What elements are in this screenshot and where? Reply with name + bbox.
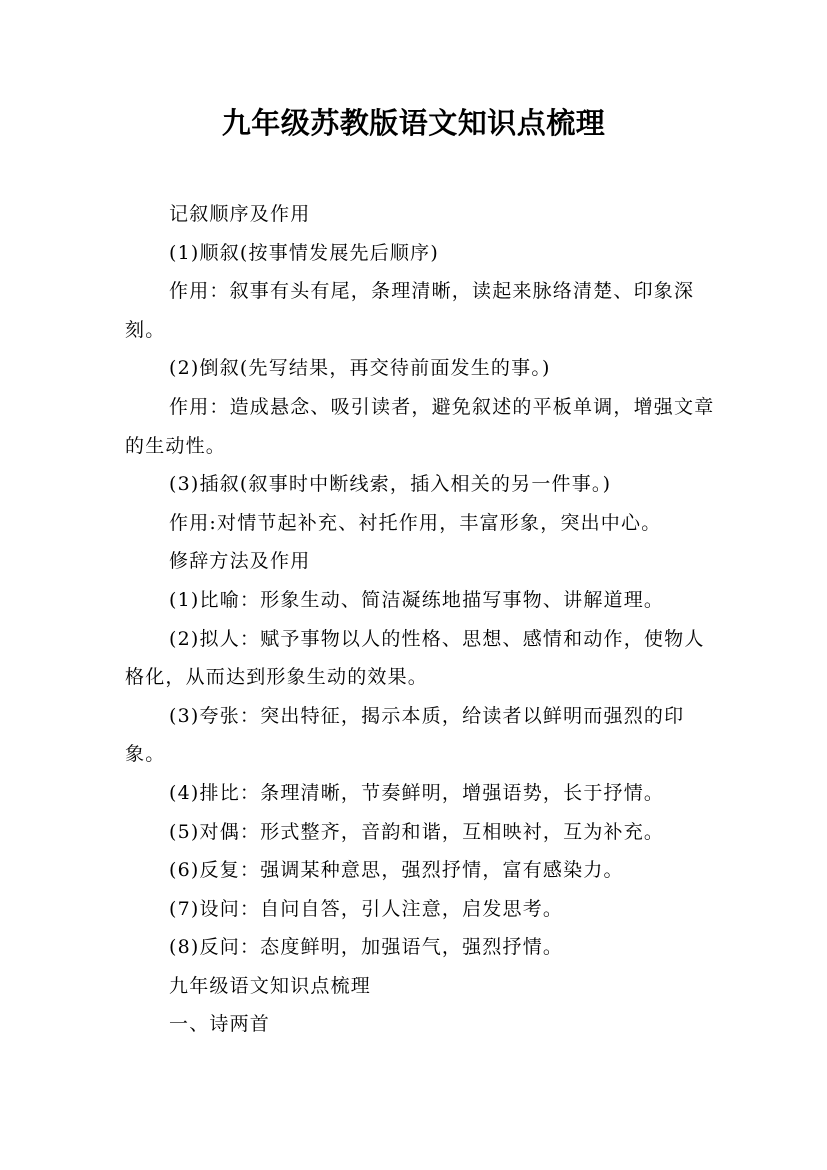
section-heading-rhetoric: 修辞方法及作用 [169, 550, 311, 573]
paragraph-interpolation-effect: 作用:对情节起补充、衬托作用，丰富形象，突出中心。 [169, 511, 662, 534]
section-heading-two-poems: 一、诗两首 [169, 1013, 271, 1036]
document-title: 九年级苏教版语文知识点梳理 [221, 106, 606, 140]
paragraph-parallelism: (4)排比：条理清晰，节奏鲜明，增强语势，长于抒情。 [169, 781, 665, 804]
paragraph-flashback: (2)倒叙(先写结果，再交待前面发生的事。) [169, 357, 551, 380]
paragraph-antithesis: (5)对偶：形式整齐，音韵和谐，互相映衬，互为补充。 [169, 820, 665, 843]
paragraph-interpolation: (3)插叙(叙事时中断线索，插入相关的另一件事。) [169, 473, 612, 496]
paragraph-personification: (2)拟人：赋予事物以人的性格、思想、感情和动作，使物人格化，从而达到形象生动的效果。 [125, 627, 705, 689]
paragraph-metaphor: (1)比喻：形象生动、简洁凝练地描写事物、讲解道理。 [169, 588, 665, 611]
paragraph-chronological-effect: 作用：叙事有头有尾，条理清晰，读起来脉络清楚、印象深刻。 [125, 280, 695, 341]
paragraph-rhetorical-question: (7)设问：自问自答，引人注意，启发思考。 [169, 897, 564, 920]
paragraph-counter-question: (8)反问：态度鲜明，加强语气，强烈抒情。 [169, 936, 564, 959]
document-body [125, 195, 715, 1044]
paragraph-repetition: (6)反复：强调某种意思，强烈抒情，富有感染力。 [169, 859, 624, 882]
section-heading-narrative-order: 记叙顺序及作用 [169, 203, 311, 225]
paragraph-chronological: (1)顺叙(按事情发展先后顺序) [169, 241, 439, 264]
paragraph-flashback-effect: 作用：造成悬念、吸引读者，避免叙述的平板单调，增强文章的生动性。 [125, 395, 715, 457]
section-heading-grade-nine: 九年级语文知识点梳理 [169, 974, 372, 997]
paragraph-hyperbole: (3)夸张：突出特征，揭示本质，给读者以鲜明而强烈的印象。 [125, 704, 685, 766]
